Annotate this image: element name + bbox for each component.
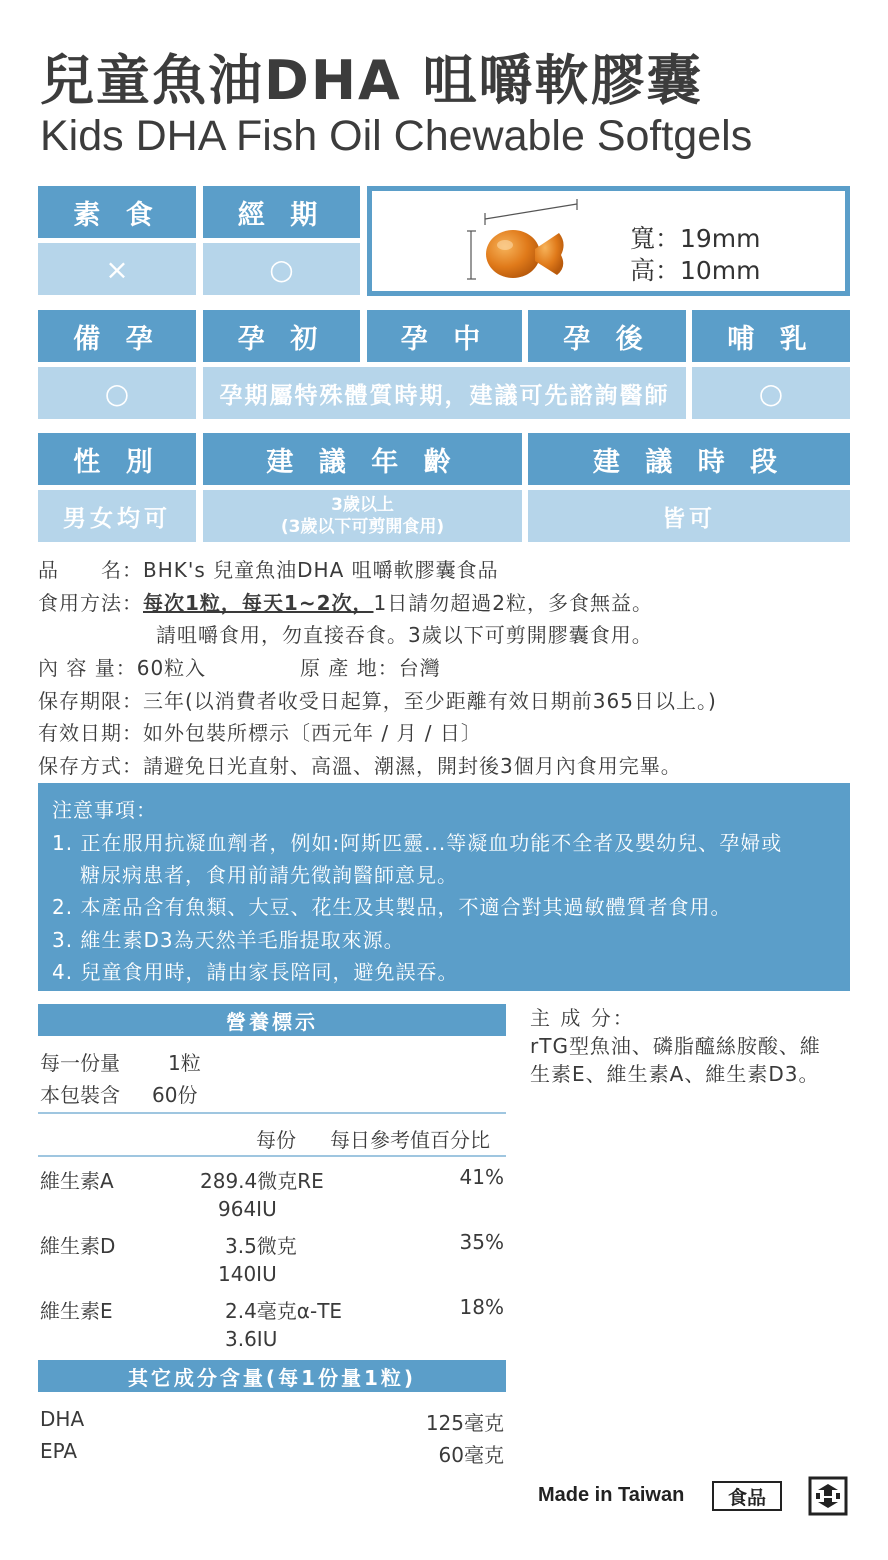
capsule-height: 高：10mm — [630, 256, 761, 285]
pregnancy-note: 孕期屬特殊體質時期，建議可先諮詢醫師 — [203, 367, 686, 419]
caution-item-2: 2. 本產品含有魚類、大豆、花生及其製品，不適合對其過敏體質者食用。 — [52, 895, 732, 919]
content-label: 內 容 量： — [38, 656, 137, 680]
content-value: 60粒入 — [136, 656, 207, 680]
vitamin-name: 維生素E — [40, 1299, 113, 1323]
ingredients-line2: 生素E、維生素A、維生素D3。 — [530, 1062, 820, 1086]
storage-label: 保存方式： — [38, 754, 143, 778]
late-pregnancy-label: 孕 後 — [528, 310, 686, 362]
food-badge: 食品 — [712, 1481, 782, 1511]
caution-box — [38, 783, 850, 991]
vitamin-amount-iu: 3.6IU — [225, 1327, 278, 1351]
vitamin-amount: 3.5微克 — [225, 1234, 297, 1258]
prep-pregnancy-value: ○ — [38, 367, 196, 419]
usage-rest: 1日請勿超過2粒，多食無益。 — [373, 591, 653, 615]
recycle-icon — [808, 1476, 848, 1516]
age-value-line2: (3歲以下可剪開食用) — [280, 517, 445, 537]
capsule-width: 寬：19mm — [630, 224, 761, 253]
capsule-icon — [467, 199, 597, 283]
nursing-label: 哺 乳 — [692, 310, 850, 362]
early-pregnancy-label: 孕 初 — [203, 310, 360, 362]
mid-pregnancy-label: 孕 中 — [367, 310, 522, 362]
other-name: DHA — [40, 1407, 85, 1431]
vitamin-amount: 289.4微克RE — [200, 1169, 324, 1193]
expiry-label: 有效日期： — [38, 721, 143, 745]
product-name-row — [38, 554, 499, 583]
col-daily-value: 每日參考值百分比 — [330, 1128, 490, 1152]
caution-item-1: 1. 正在服用抗凝血劑者，例如:阿斯匹靈...等凝血功能不全者及嬰幼兒、孕婦或 — [52, 831, 783, 855]
prep-pregnancy-label: 備 孕 — [38, 310, 196, 362]
time-label: 建 議 時 段 — [528, 433, 850, 485]
col-per-serving: 每份 — [256, 1128, 296, 1152]
serving-size-value: 1粒 — [168, 1051, 201, 1075]
content-row — [38, 652, 206, 681]
shelf-life-label: 保存期限： — [38, 689, 143, 713]
storage-row — [38, 750, 682, 779]
vegetarian-label: 素 食 — [38, 186, 196, 238]
caution-item-4: 4. 兒童食用時，請由家長陪同，避免誤吞。 — [52, 960, 459, 984]
vitamin-percent: 35% — [459, 1230, 504, 1254]
gender-label: 性 別 — [38, 433, 196, 485]
usage-emphasis: 每次1粒，每天1~2次， — [143, 591, 374, 615]
period-label: 經 期 — [203, 186, 360, 238]
usage-row — [38, 587, 653, 616]
servings-per-pack-label: 本包裝含 — [40, 1083, 120, 1107]
age-value-line1: 3歲以上 — [331, 495, 394, 515]
other-name: EPA — [40, 1439, 78, 1463]
usage-label: 食用方法： — [38, 591, 143, 615]
nutrition-heading: 營養標示 — [38, 1004, 506, 1036]
storage-value: 請避免日光直射、高溫、潮濕，開封後3個月內食用完畢。 — [143, 754, 682, 778]
vitamin-percent: 41% — [459, 1165, 504, 1189]
shelf-life-row — [38, 685, 717, 714]
other-amount: 60毫克 — [438, 1443, 504, 1467]
origin-value: 台灣 — [398, 656, 441, 680]
gender-value: 男女均可 — [38, 490, 196, 542]
caution-item-3: 3. 維生素D3為天然羊毛脂提取來源。 — [52, 928, 405, 952]
vitamin-amount-iu: 964IU — [218, 1197, 277, 1221]
vegetarian-value: × — [38, 243, 196, 295]
vitamin-name: 維生素D — [40, 1234, 116, 1258]
other-ingredients-heading: 其它成分含量(每1份量1粒) — [38, 1360, 506, 1392]
nutrition-divider — [38, 1155, 506, 1157]
time-value: 皆可 — [528, 490, 850, 542]
product-name-label: 品 名： — [38, 558, 143, 582]
other-amount: 125毫克 — [425, 1411, 504, 1435]
period-value: ○ — [203, 243, 360, 295]
capsule-size-box — [367, 186, 850, 296]
nutrition-divider — [38, 1112, 506, 1114]
caution-heading: 注意事項： — [52, 798, 157, 822]
ingredients-line1: rTG型魚油、磷脂醯絲胺酸、維 — [530, 1034, 821, 1058]
serving-size-label: 每一份量 — [40, 1051, 120, 1075]
product-name-value: BHK's 兒童魚油DHA 咀嚼軟膠囊食品 — [143, 558, 499, 582]
vitamin-percent: 18% — [459, 1295, 504, 1319]
origin-label: 原 產 地： — [300, 656, 399, 680]
page-title: 兒童魚油DHA 咀嚼軟膠囊 — [40, 49, 703, 112]
page-subtitle: Kids DHA Fish Oil Chewable Softgels — [40, 112, 753, 160]
age-value — [203, 490, 522, 542]
usage-line2: 請咀嚼食用，勿直接吞食。3歲以下可剪開膠囊食用。 — [156, 623, 653, 647]
origin-row — [300, 652, 441, 681]
made-in-taiwan: Made in Taiwan — [538, 1484, 685, 1506]
vitamin-amount: 2.4毫克α-TE — [225, 1299, 343, 1323]
vitamin-amount-iu: 140IU — [218, 1262, 277, 1286]
ingredients-heading: 主 成 分： — [530, 1006, 635, 1030]
age-label: 建 議 年 齡 — [203, 433, 522, 485]
expiry-row — [38, 717, 482, 746]
caution-item-1-cont: 糖尿病患者，食用前請先徵詢醫師意見。 — [80, 863, 458, 887]
shelf-life-value: 三年(以消費者收受日起算，至少距離有效日期前365日以上。) — [143, 689, 717, 713]
servings-per-pack-value: 60份 — [152, 1083, 198, 1107]
nursing-value: ○ — [692, 367, 850, 419]
expiry-value: 如外包裝所標示〔西元年 / 月 / 日〕 — [143, 721, 482, 745]
vitamin-name: 維生素A — [40, 1169, 114, 1193]
